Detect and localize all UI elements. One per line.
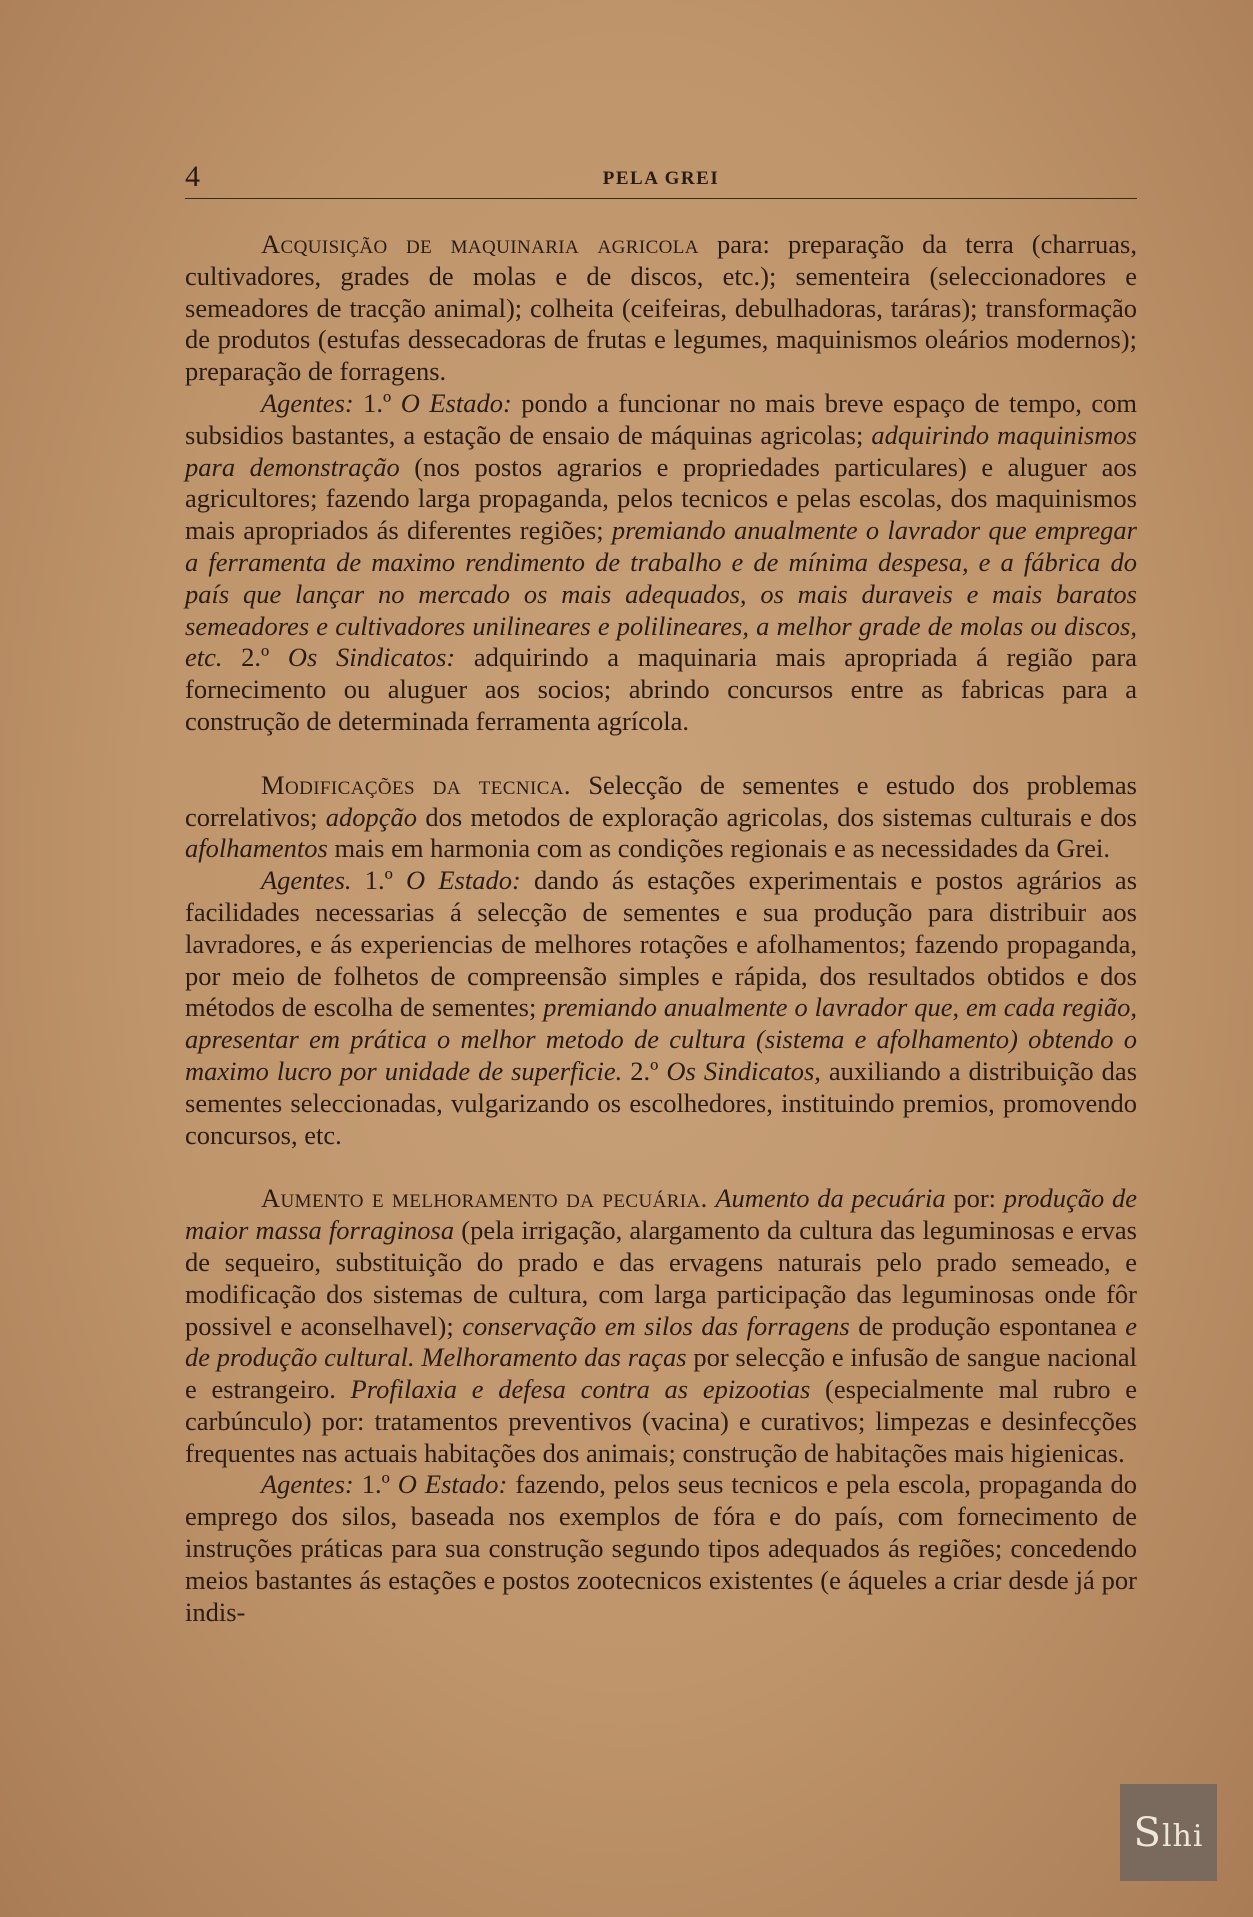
- text-run: dando ás estações experimentais e postos agrários as facilidades necessarias á selecção de sementes e sua produção para distribuir aos lavradores, e ás experiencias de melhores rotações e afolhamentos; fazendo propaganda, por meio de folhetos de compreensão simples e rápida, dos resultados obtidos e dos métodos de escolha de sementes;: [185, 865, 1138, 1023]
- paragraph: [185, 1469, 1137, 1628]
- section-tecnica: [185, 770, 1137, 1152]
- text-run: pondo a funcionar no mais breve espaço de tempo, com subsidios bastantes, a estação de ensaio de máquinas agricolas;: [185, 387, 1138, 450]
- logo-letters: lhi: [1161, 1818, 1204, 1854]
- text-run: Selecção de sementes e estudo dos problemas correlativos;: [185, 769, 1137, 832]
- italic-run: conservação em silos das forragens: [462, 1310, 850, 1341]
- text-run: 2.º: [222, 642, 288, 673]
- section-pecuaria: [185, 1183, 1137, 1628]
- logo-letter: S: [1133, 1809, 1162, 1856]
- italic-run: adquirindo maquinismos para demonstração: [185, 419, 1137, 482]
- page-number: 4: [185, 160, 200, 193]
- italic-run: adopção: [325, 801, 418, 832]
- paragraph: [185, 388, 1137, 738]
- text-run: auxiliando a distribuição das sementes seleccionadas, vulgarizando os escolhedores, instituindo premios, promovendo concursos, etc.: [185, 1055, 1138, 1150]
- paragraph: [185, 865, 1137, 1151]
- paragraph: [185, 229, 1137, 388]
- text-run: 1.º: [353, 1469, 398, 1500]
- italic-run: O Estado:: [397, 1469, 508, 1500]
- paragraph: [185, 770, 1137, 865]
- italic-run: Os Sindicatos:: [287, 642, 456, 673]
- text-run: adquirindo a maquinaria mais apropriada á região para fornecimento ou aluguer aos socios; abrindo concursos entre as fabricas para a construção de determinada ferramenta agrícola.: [185, 642, 1138, 736]
- text-run: (pela irrigação, alargamento da cultura das leguminosas e ervas de sequeiro, substituição do prado e das ervagens naturais pelo prado semeado, e modificação dos sistemas de cultura, com larga participação das leguminosas onde fôr possivel e aconselhavel);: [185, 1215, 1137, 1341]
- text-run: 1.º: [353, 387, 401, 418]
- italic-run: O Estado:: [406, 865, 521, 896]
- italic-run: Aumento da pecuária: [715, 1183, 946, 1214]
- paragraph-body: [185, 1183, 1137, 1467]
- text-run: 1.º: [351, 865, 406, 896]
- italic-run: e de produção cultural. Melhoramento das raças: [185, 1310, 1137, 1373]
- section-heading: Acquisição de maquinaria agricola: [261, 229, 699, 259]
- text-run: (nos postos agrarios e propriedades particulares) e aluguer aos agricultores; fazendo larga propaganda, pelos tecnicos e pelas escolas, dos maquinismos mais apropriados ás diferentes regiões;: [185, 451, 1137, 546]
- italic-run: O Estado:: [400, 387, 512, 418]
- text-run: dos metodos de exploração agricolas, dos sistemas culturais e dos: [417, 801, 1137, 832]
- text-run: 2.º: [622, 1055, 667, 1086]
- italic-run: Os Sindicatos,: [666, 1055, 821, 1086]
- text-run: por:: [945, 1183, 1004, 1214]
- running-head: PELA GREI: [602, 168, 720, 189]
- italic-run: Agentes:: [261, 387, 354, 418]
- text-run: mais em harmonia com as condições regionais e as necessidades da Grei.: [327, 833, 1111, 864]
- italic-run: produção de maior massa forraginosa: [185, 1183, 1138, 1246]
- logo-text: [1134, 1810, 1204, 1856]
- text-run: (especialmente mal rubro e carbúnculo) por: tratamentos preventivos (vacina) e curativos; limpezas e desinfecções frequentes nas actuais habitações dos animais; construção de habitações mais higienicas.: [185, 1374, 1137, 1468]
- section-maquinaria: [185, 229, 1137, 738]
- italic-run: Agentes:: [261, 1469, 354, 1500]
- text-run: por selecção e infusão de sangue nacional e estrangeiro.: [185, 1342, 1137, 1405]
- paragraph-body: [185, 1469, 1137, 1626]
- italic-run: Profilaxia e defesa contra as epizootias: [350, 1374, 811, 1405]
- book-page: [185, 158, 1137, 1628]
- italic-run: afolhamentos: [185, 833, 328, 864]
- italic-run: Agentes.: [261, 865, 352, 896]
- italic-run: premiando anualmente o lavrador que empregar a ferramenta de maximo rendimento de trabalho e de mínima despesa, e a fábrica do país que lançar no mercado os mais adequados, os mais duraveis e mais baratos semeadores e cultivadores unilineares e polilineares, a melhor grade de molas ou discos, etc.: [185, 515, 1137, 673]
- library-logo: [1120, 1784, 1217, 1881]
- text-run: para: preparação da terra (charruas, cultivadores, grades de molas e de discos, etc.); sementeira (seleccionadores e semeadores de tracção animal); colheita (ceifeiras, debulhadoras, taráras); transformação de produtos (estufas dessecadoras de frutas e legumes, maquinismos oleários modernos); preparação de forragens.: [185, 229, 1137, 387]
- section-heading: Modificações da tecnica.: [261, 769, 571, 800]
- paragraph-body: [185, 388, 1137, 736]
- page-header: [185, 158, 1137, 199]
- italic-run: premiando anualmente o lavrador que, em cada região, apresentar em prática o melhor metodo de cultura (sistema e afolhamento) obtendo o maximo lucro por unidade de superficie.: [185, 992, 1137, 1086]
- paragraph: [185, 1183, 1137, 1469]
- text-run: fazendo, pelos seus tecnicos e pela escola, propaganda do emprego dos silos, baseada nos exemplos de fóra e do país, com fornecimento de instruções práticas para sua construção segundo tipos adequados ás regiões; concedendo meios bastantes ás estações e postos zootecnicos existentes (e áqueles a criar desde já por indis-: [185, 1469, 1138, 1627]
- text-run: de produção espontanea: [849, 1310, 1126, 1341]
- paragraph-body: [185, 865, 1137, 1149]
- section-heading: Aumento e melhoramento da pecuária.: [261, 1183, 708, 1214]
